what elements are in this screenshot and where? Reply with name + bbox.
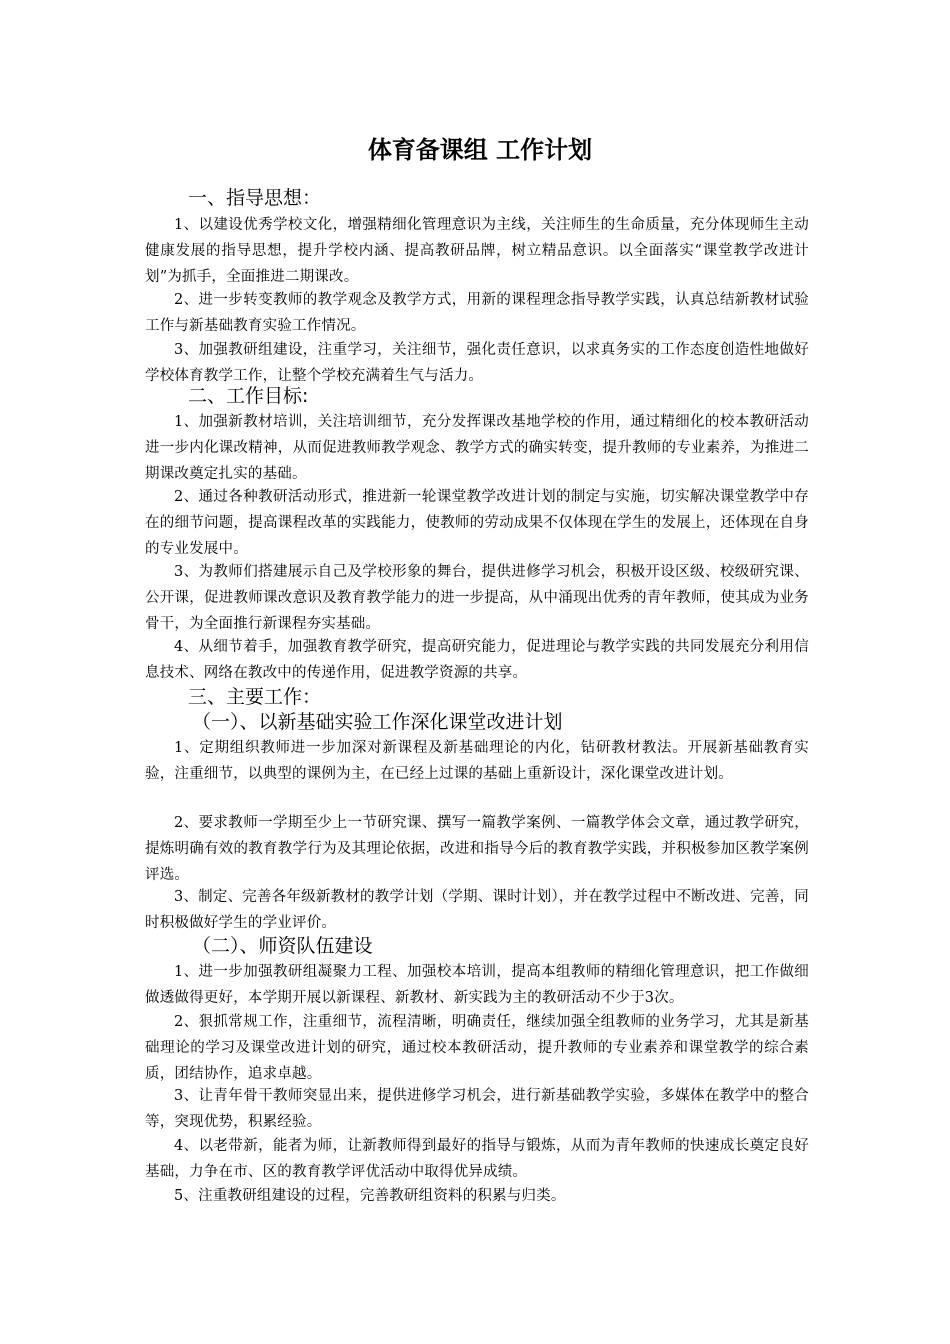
paragraph: 3、加强教研组建设，注重学习，关注细节，强化责任意识，以求真务实的工作态度创造性地做好学校体育教学工作，让整个学校充满着生气与活力。 bbox=[145, 342, 809, 384]
section-heading-main-work: 三、主要工作： bbox=[188, 686, 322, 708]
paragraph: 2、通过各种教研活动形式，推进新一轮课堂教学改进计划的制定与实施，切实解决课堂教学中存在的细节问题，提高课程改革的实践能力，使教师的劳动成果不仅体现在学生的发展上，还体现在自身的专业发展中。 bbox=[145, 489, 809, 557]
paragraph: 3、制定、完善各年级新教材的教学计划（学期、课时计划），并在教学过程中不断改进、完善，同时积极做好学生的学业评价。 bbox=[145, 889, 809, 931]
subsection-heading-teacher-team: （二）、师资队伍建设 bbox=[192, 935, 373, 957]
paragraph: 3、让青年骨干教师突显出来，提供进修学习机会，进行新基础教学实验，多媒体在教学中的整合等，突现优势，积累经验。 bbox=[145, 1088, 809, 1130]
paragraph: 4、从细节着手，加强教育教学研究，提高研究能力，促进理论与教学实践的共同发展充分利用信息技术、网络在教改中的传递作用，促进教学资源的共享。 bbox=[145, 639, 809, 681]
section-heading-work-goals: 二、工作目标: bbox=[188, 385, 309, 407]
subsection-heading-new-basic-experiment: （一）、以新基础实验工作深化课堂改进计划 bbox=[192, 711, 563, 733]
paragraph: 1、以建设优秀学校文化，增强精细化管理意识为主线，关注师生的生命质量，充分体现师生主动健康发展的指导思想，提升学校内涵、提高教研品牌，树立精品意识。以全面落实“课堂教学改进计划”为抓手，全面推进二期课改。 bbox=[145, 217, 809, 285]
paragraph: 2、狠抓常规工作，注重细节，流程清晰，明确责任，继续加强全组教师的业务学习，尤其是新基础理论的学习及课堂改进计划的研究，通过校本教研活动，提升教师的专业素养和课堂教学的综合素质，团结协作，追求卓越。 bbox=[145, 1014, 809, 1082]
paragraph: 3、为教师们搭建展示自己及学校形象的舞台，提供进修学习机会，积极开设区级、校级研究课、公开课，促进教师课改意识及教育教学能力的进一步提高，从中涌现出优秀的青年教师，使其成为业务骨干，为全面推行新课程夯实基础。 bbox=[145, 564, 809, 632]
paragraph: 4、以老带新，能者为师，让新教师得到最好的指导与锻炼，从而为青年教师的快速成长奠定良好基础，力争在市、区的教育教学评优活动中取得优异成绩。 bbox=[145, 1138, 809, 1180]
paragraph: 2、要求教师一学期至少上一节研究课、撰写一篇教学案例、一篇教学体会文章，通过教学研究，提炼明确有效的教育教学行为及其理论依据，改进和指导今后的教育教学实践，并积极参加区教学案例评选。 bbox=[145, 815, 809, 883]
paragraph: 1、加强新教材培训，关注培训细节，充分发挥课改基地学校的作用，通过精细化的校本教研活动进一步内化课改精神，从而促进教师教学观念、教学方式的确实转变，提升教师的专业素养，为推进二期课改奠定扎实的基础。 bbox=[145, 414, 809, 482]
section-heading-guiding-thought: 一、指导思想： bbox=[188, 187, 322, 209]
paragraph: 1、定期组织教师进一步加深对新课程及新基础理论的内化，钻研教材教法。开展新基础教育实验，注重细节，以典型的课例为主，在已经上过课的基础上重新设计，深化课堂改进计划。 bbox=[145, 740, 809, 782]
paragraph: 5、注重教研组建设的过程，完善教研组资料的积累与归类。 bbox=[174, 1188, 566, 1204]
paragraph: 1、进一步加强教研组凝聚力工程、加强校本培训，提高本组教师的精细化管理意识，把工作做细做透做得更好，本学期开展以新课程、新教材、新实践为主的教研活动不少于3次。 bbox=[145, 964, 809, 1006]
document-title: 体育备课组 工作计划 bbox=[367, 136, 593, 164]
paragraph: 2、进一步转变教师的教学观念及教学方式，用新的课程理念指导教学实践，认真总结新教材试验工作与新基础教育实验工作情况。 bbox=[145, 292, 809, 334]
